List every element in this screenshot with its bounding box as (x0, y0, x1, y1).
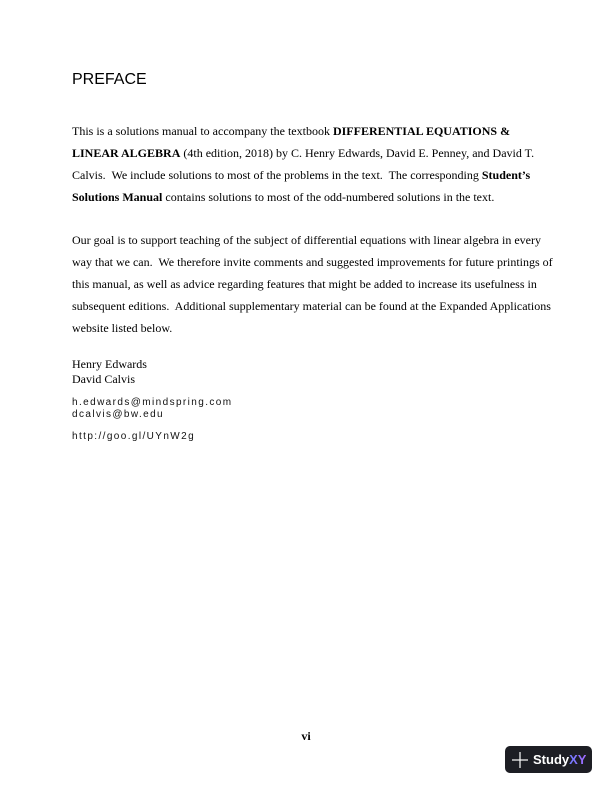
author-name: David Calvis (72, 372, 135, 386)
website-block (72, 431, 195, 443)
plus-icon (511, 751, 529, 769)
book-title-bold: DIFFERENTIAL EQUATIONS & (332, 124, 511, 138)
goal-paragraph (72, 229, 552, 339)
brand-suffix: XY (569, 751, 587, 767)
page-number: vi (301, 729, 311, 743)
line-text: contains solutions to most of the odd-numbered solutions in the text. (162, 190, 495, 204)
manual-title-bold: Student’s (481, 168, 531, 182)
line-text: This is a solutions manual to accompany the textbook (72, 124, 333, 138)
website-link[interactable]: http://goo.gl/UYnW2g (72, 431, 196, 442)
manual-title-bold: Solutions Manual (72, 190, 163, 204)
book-title-bold: LINEAR ALGEBRA (72, 146, 181, 160)
email-link[interactable]: dcalvis@bw.edu (72, 409, 165, 420)
paragraph-line (72, 142, 552, 164)
line-text: (4th edition, 2018) by C. Henry Edwards, David E. Penney, and David T. (180, 146, 535, 160)
paragraph-line: Our goal is to support teaching of the subject of differential equations with linear algebra in every (72, 233, 541, 247)
contact-emails (72, 397, 232, 421)
author-signature (72, 357, 147, 387)
line-text: Calvis. We include solutions to most of the problems in the text. The corresponding (72, 168, 482, 182)
paragraph-line (72, 186, 552, 208)
author-name: Henry Edwards (72, 357, 147, 371)
paragraph-line: this manual, as well as advice regarding features that might be added to increase its usefulness in (72, 277, 537, 291)
paragraph-line: way that we can. We therefore invite comments and suggested improvements for future printings of (72, 255, 553, 269)
paragraph-line (72, 120, 552, 142)
page-title: PREFACE (72, 71, 147, 88)
brand-prefix: Study (533, 751, 570, 767)
paragraph-line (72, 164, 552, 186)
brand-logo-text (533, 752, 586, 768)
intro-paragraph (72, 120, 552, 208)
email-link[interactable]: h.edwards@mindspring.com (72, 397, 233, 408)
paragraph-line: website listed below. (72, 321, 173, 335)
studyxy-badge (505, 746, 592, 773)
paragraph-line: subsequent editions. Additional supplementary material can be found at the Expanded Applications (72, 299, 551, 313)
